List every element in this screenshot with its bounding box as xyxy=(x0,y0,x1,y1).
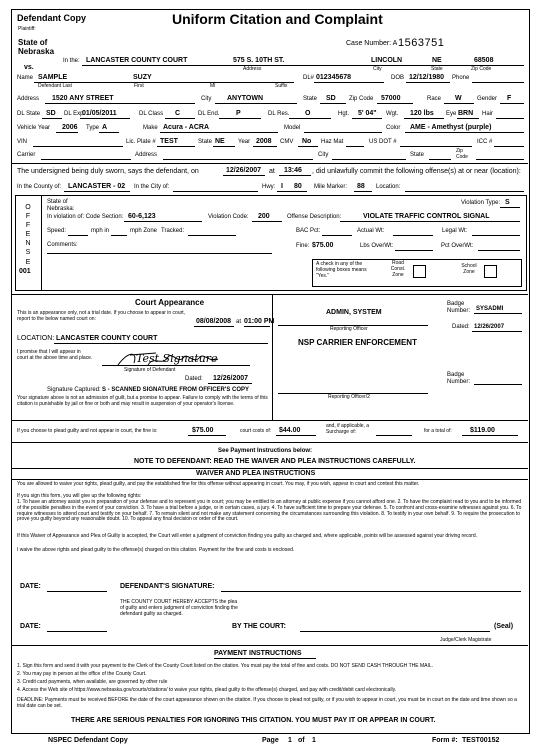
badge2-label: Badge Number: xyxy=(447,372,471,385)
eye: BRN xyxy=(458,110,474,117)
vehicle-year-label: Vehicle Year xyxy=(17,125,51,131)
last-caption: Defendant Last xyxy=(38,83,72,89)
hazmat-label: Haz Mat xyxy=(321,139,344,145)
waiver-p4: If this Waiver of Appearance and Plea of Guilty is accepted, the Court will enter a judgment of conviction finding you guilty as charged and, where applicable, points will be assessed against your driving record. xyxy=(17,533,478,539)
plaintiff-label: Plaintiff: xyxy=(18,26,36,32)
fine-label: Fine: xyxy=(296,243,310,249)
gender: F xyxy=(507,95,512,102)
lbs-overwt-label: Lbs OverWt: xyxy=(360,243,394,249)
fine: $75.00 xyxy=(312,242,334,249)
code-section: 60-6,123 xyxy=(128,213,156,220)
carrier-zip-label: Zip Code xyxy=(456,148,468,160)
judge-label: Judge/Clerk Magistrate xyxy=(440,637,492,643)
officer-agency: NSP CARRIER ENFORCEMENT xyxy=(298,338,417,347)
footer-form-label: Form #: xyxy=(432,737,458,744)
footer-form: TEST00152 xyxy=(462,737,500,744)
county-label: In the County of: xyxy=(17,184,62,190)
plate-year: 2008 xyxy=(256,138,272,145)
sworn-time: 13:46 xyxy=(284,167,302,174)
court-state: NE xyxy=(432,57,442,64)
court-appearance-text: This is an appearance only, not a trial date. If you choose to appear in court, report to the below named court on: xyxy=(17,310,186,322)
form-title: Uniform Citation and Complaint xyxy=(172,11,383,27)
dob: 12/12/1980 xyxy=(409,74,445,81)
court-zip-caption: Zip Code xyxy=(471,66,492,72)
suffix-caption: Suffix xyxy=(275,83,288,89)
violation-code: 200 xyxy=(258,213,270,220)
tracked-label: Tracked: xyxy=(161,228,185,234)
plaintiff: State of Nebraska xyxy=(18,38,55,57)
copy-label: Defendant Copy xyxy=(17,13,87,23)
violation-code-label: Violation Code: xyxy=(208,214,249,220)
zip-label: Zip Code xyxy=(349,96,374,102)
court-name: LANCASTER COUNTY COURT xyxy=(86,57,188,64)
court-address-caption: Address xyxy=(243,66,262,72)
carrier-label: Carrier xyxy=(17,152,36,158)
offense-side-letter: E xyxy=(25,258,31,266)
offense-number: 001 xyxy=(19,268,31,275)
signature-label: Signature of Defendant xyxy=(124,367,176,373)
state-of-label: State of Nebraska: xyxy=(47,199,75,212)
vs-label: vs. xyxy=(24,64,34,71)
waiver-date-label: DATE: xyxy=(20,583,41,590)
cmv: No xyxy=(302,138,312,145)
court-address: 575 S. 10TH ST. xyxy=(233,57,285,64)
case-number: 1563751 xyxy=(398,37,445,49)
race: W xyxy=(455,95,462,102)
plate: TEST xyxy=(160,138,178,145)
offense-side-letter: O xyxy=(25,204,31,211)
comments-label: Comments: xyxy=(47,242,78,248)
vehicle-type: A xyxy=(102,124,108,131)
vehicle-make-label: Make xyxy=(143,125,158,131)
icc-label: ICC # xyxy=(477,139,493,145)
court-city: LINCOLN xyxy=(371,57,403,64)
footer-page-label: Page xyxy=(262,737,279,744)
road-zone-checkbox[interactable] xyxy=(413,265,426,278)
mile-label: Mile Marker: xyxy=(314,184,348,190)
hwy: I xyxy=(281,183,283,190)
check-text: A check in any of the following boxes means "Yes." xyxy=(316,261,367,279)
plate-year-label: Year xyxy=(238,139,251,145)
legal-wt-label: Legal Wt: xyxy=(442,228,468,234)
plate-state-label: State xyxy=(198,139,213,145)
violation-of-label: In violation of: Code Section: xyxy=(47,214,124,220)
sworn-text-2: , did unlawfully commit the following offense(s) at or near (location): xyxy=(312,168,521,175)
vehicle-color-label: Color xyxy=(386,125,401,131)
appearance-at-label: at xyxy=(236,319,242,325)
offense-side-label xyxy=(16,203,40,267)
court-appearance-title: Court Appearance xyxy=(135,298,205,307)
sworn-at-label: at xyxy=(269,168,275,175)
waiver-date2-label: DATE: xyxy=(20,623,41,630)
vehicle-model-label: Model xyxy=(284,125,301,131)
vehicle-type-label: Type xyxy=(86,125,100,131)
surcharge-label: and, if applicable, a Surcharge of: xyxy=(326,423,370,435)
city-label: City xyxy=(201,96,212,102)
dl-res-label: DL Res. xyxy=(268,111,290,117)
waiver-p3: 1. To have an attorney assist you in preparation of your defense and to represent you in court; you may be entitled to an attorney at public expense if you cannot afford one. 2. To have the complaint read to you and to be informed of the possible penalties in the event of your conviction. 3. To have a trial before a judge, or in certain cases, a jury. 4. To have sufficient time to prepare your defense. 5. To confront and cross-examine witnesses against you. 6. To require witnesses to attend court and testify on your behalf. 7. To remain silent and not make any statement concerning the circumstances surrounding this violation. 8. To testify in your own behalf. 9. To require the prosecution to prove you guilty beyond any reasonable doubt. 10. To appeal any final decision or order of the court. xyxy=(17,499,522,523)
dl-exp-label: DL Exp. xyxy=(64,111,86,117)
cmv-label: CMV xyxy=(280,139,294,145)
appearance-disclaimer: Your signature above is not an admission of guilt, but a promise to appear. Failure to comply with the terms of this citation is punishable by jail or fine or both and may result in suspension of your operator's license. xyxy=(17,395,268,407)
appearance-date: 08/08/2008 xyxy=(196,318,232,325)
officer-dated-label: Dated: xyxy=(452,324,470,330)
usdot-label: US DOT # xyxy=(369,139,397,145)
appearance-location-label: LOCATION: xyxy=(17,335,55,342)
officer-name: ADMIN, SYSTEM xyxy=(326,309,382,316)
location-label: Location: xyxy=(376,184,401,190)
hwy-label: Hwy: xyxy=(262,184,276,190)
plate-state: NE xyxy=(215,138,225,145)
footer-left: NSPEC Defendant Copy xyxy=(48,737,128,744)
fines-text: If you choose to plead guilty and not appear in court, the fine is: xyxy=(17,428,158,434)
defendant-zip: 57000 xyxy=(381,95,401,102)
phone-label: Phone xyxy=(452,75,470,81)
offense-side-letter: F xyxy=(25,213,31,221)
sworn-text-1: The undersigned being duly sworn, says the defendant, on xyxy=(17,168,199,175)
offense-desc: VIOLATE TRAFFIC CONTROL SIGNAL xyxy=(363,213,490,220)
mile: 88 xyxy=(357,183,365,190)
eye-label: Eye xyxy=(446,111,457,117)
school-zone-checkbox[interactable] xyxy=(484,265,497,278)
court-in-label: In the: xyxy=(63,58,80,64)
case-number-label: Case Number: A xyxy=(346,40,398,47)
defendant-state: SD xyxy=(326,95,336,102)
hgt: 5' 04" xyxy=(358,110,377,117)
county: LANCASTER - 02 xyxy=(68,183,126,190)
defendant-city: ANYTOWN xyxy=(227,95,264,102)
payment-title: PAYMENT INSTRUCTIONS xyxy=(214,650,302,657)
violation-type-label: Violation Type: xyxy=(461,200,501,206)
dob-label: DOB xyxy=(391,75,405,81)
wgt-label: Wgt. xyxy=(386,111,399,117)
officer-dated: 12/26/2007 xyxy=(474,324,505,330)
court-state-caption: State xyxy=(431,66,443,72)
payment-deadline: DEADLINE: Payments must be received BEFORE the date of the court appearance shown on the citation. If you choose to plead not guilty, or if you wish to appear in court, you must be in court on the date and time shown so a trial date can be set. xyxy=(17,697,517,709)
court-zip: 68508 xyxy=(474,57,494,64)
appearance-time: 01:00 PM xyxy=(244,318,275,325)
fines-costs-label: court costs of: xyxy=(240,428,272,434)
signature-text: Test Signature xyxy=(136,352,218,365)
court-accepts-text: THE COUNTY COURT HEREBY ACCEPTS the plea of guilty and enters judgment of conviction finding the defendant guilty as charged. xyxy=(120,599,238,617)
dl-end: P xyxy=(236,110,241,117)
offense-desc-label: Offense Description: xyxy=(287,214,342,220)
dl-end-label: DL End. xyxy=(198,111,220,117)
plate-label: Lic. Plate # xyxy=(126,139,156,145)
address-label: Address xyxy=(17,96,40,102)
waiver-title: WAIVER AND PLEA INSTRUCTIONS xyxy=(196,470,316,477)
vehicle-year: 2006 xyxy=(62,124,78,131)
gender-label: Gender xyxy=(477,96,498,102)
dl-state-label: DL State xyxy=(17,111,41,117)
dl-number: 012345678 xyxy=(316,74,352,81)
payment-penalties: THERE ARE SERIOUS PENALTIES FOR IGNORING THIS CITATION. YOU MUST PAY IT OR APPEAR IN COURT. xyxy=(71,717,436,724)
waiver-p5: I waive the above rights and plead guilty to the offense(s) charged on this citation. Payment for the fine and costs is enclosed. xyxy=(17,547,295,553)
payment-see: See Payment Instructions below: xyxy=(218,448,313,454)
hwy-number: 80 xyxy=(294,183,302,190)
wgt: 120 lbs xyxy=(410,110,434,117)
first-caption: First xyxy=(134,83,144,89)
offense-side-letter: N xyxy=(25,240,31,248)
badge-label: Badge Number: xyxy=(447,301,471,314)
actual-wt-label: Actual Wt: xyxy=(357,228,385,234)
violation-type: S xyxy=(505,199,510,206)
defendant-address: 1520 ANY STREET xyxy=(52,95,114,102)
reporting-officer2-label: Reporting Officer/2 xyxy=(328,394,370,400)
vin-label: VIN xyxy=(17,139,28,145)
dl-class: C xyxy=(175,110,181,117)
carrier-city-label: City xyxy=(318,152,329,158)
dl-class-label: DL Class xyxy=(139,111,164,117)
vehicle-make: Acura - ACRA xyxy=(163,124,210,131)
by-court-label: BY THE COURT: xyxy=(232,623,286,630)
school-zone-label: School Zone xyxy=(461,263,477,275)
waiver-p1: You are allowed to waive your rights, plead guilty, and pay the established fine for this offense without appearing in court. You may, if you wish, appear in court and contest this matter. xyxy=(17,481,420,487)
payment-item-4: 4. Access the Web site of https://www.nebraska.gov/courts/citations/ to waive your rights, plead guilty to the offense(s) charged, and pay with credit/debit card electronically. xyxy=(17,687,397,693)
vehicle-color: AME - Amethyst (purple) xyxy=(410,124,492,131)
appearance-dated: 12/26/2007 xyxy=(213,375,249,382)
fines-costs: $44.00 xyxy=(279,427,301,434)
promise-text: I promise that I will appear in court at the above time and place. xyxy=(17,349,93,361)
offense-side-letter: F xyxy=(25,222,31,230)
total-label: for a total of: xyxy=(424,428,452,434)
sig-captured: S - SCANNED SIGNATURE FROM OFFICER'S COPY xyxy=(102,387,249,393)
carrier-address-label: Address xyxy=(135,152,158,158)
badge: SYSADMI xyxy=(476,306,504,312)
sig-captured-label: Signature Captured: xyxy=(47,387,101,393)
offense-side-letter: E xyxy=(25,231,31,239)
road-zone-label: Road Const. Zone xyxy=(390,260,406,278)
sworn-date: 12/26/2007 xyxy=(226,167,262,174)
appearance-location: LANCASTER COUNTY COURT xyxy=(56,335,158,342)
fines-fine: $75.00 xyxy=(192,427,214,434)
hgt-label: Hgt. xyxy=(338,111,350,117)
dl-state: SD xyxy=(46,110,56,117)
hair-label: Hair xyxy=(482,111,494,117)
appearance-dated-label: Dated: xyxy=(185,376,203,382)
seal-label: (Seal) xyxy=(494,623,514,630)
waiver-p2: If you sign this form, you will give up the following rights: xyxy=(17,493,142,499)
court-city-caption: City xyxy=(373,66,382,72)
note-to-defendant: NOTE TO DEFENDANT: READ THE WAIVER AND PLEA INSTRUCTIONS CAREFULLY. xyxy=(134,458,416,465)
def-sig-label: DEFENDANT'S SIGNATURE: xyxy=(120,583,215,590)
dl-exp: 01/05/2011 xyxy=(82,110,117,117)
name-label: Name xyxy=(17,75,34,81)
pct-overwt-label: Pct OverWt: xyxy=(441,243,474,249)
footer-page: 1 xyxy=(288,737,292,744)
mph-in-label: mph in xyxy=(91,228,110,234)
defendant-first: SUZY xyxy=(133,74,152,81)
reporting-officer-label: Reporting Officer xyxy=(330,326,368,332)
payment-item-2: 2. You may pay in person at the office of the County Court. xyxy=(17,671,147,677)
payment-item-1: 1. Sign this form and send it with your payment to the Clerk of the County Court listed on the citation. You must pay the total of fine and costs. DO NOT SEND CASH THROUGH THE MAIL. xyxy=(17,663,434,669)
carrier-state-label: State xyxy=(410,152,425,158)
defendant-last: SAMPLE xyxy=(38,74,68,81)
offense-side-letter: S xyxy=(25,249,31,257)
mph-zone-label: mph Zone xyxy=(130,228,158,234)
race-label: Race xyxy=(427,96,442,102)
payment-item-3: 3. Credit card payments, when available, are governed by other rule xyxy=(17,679,168,685)
city-of-label: In the City of: xyxy=(134,184,170,190)
dl-res: O xyxy=(305,110,311,117)
total: $119.00 xyxy=(470,427,495,434)
speed-label: Speed: xyxy=(47,228,67,234)
footer-pages: 1 xyxy=(312,737,316,744)
state-label: State xyxy=(303,96,318,102)
dl-number-label: DL# xyxy=(303,75,315,81)
footer-of-label: of xyxy=(298,737,305,744)
bac-label: BAC Pct: xyxy=(296,228,321,234)
mi-caption: MI xyxy=(210,83,216,89)
